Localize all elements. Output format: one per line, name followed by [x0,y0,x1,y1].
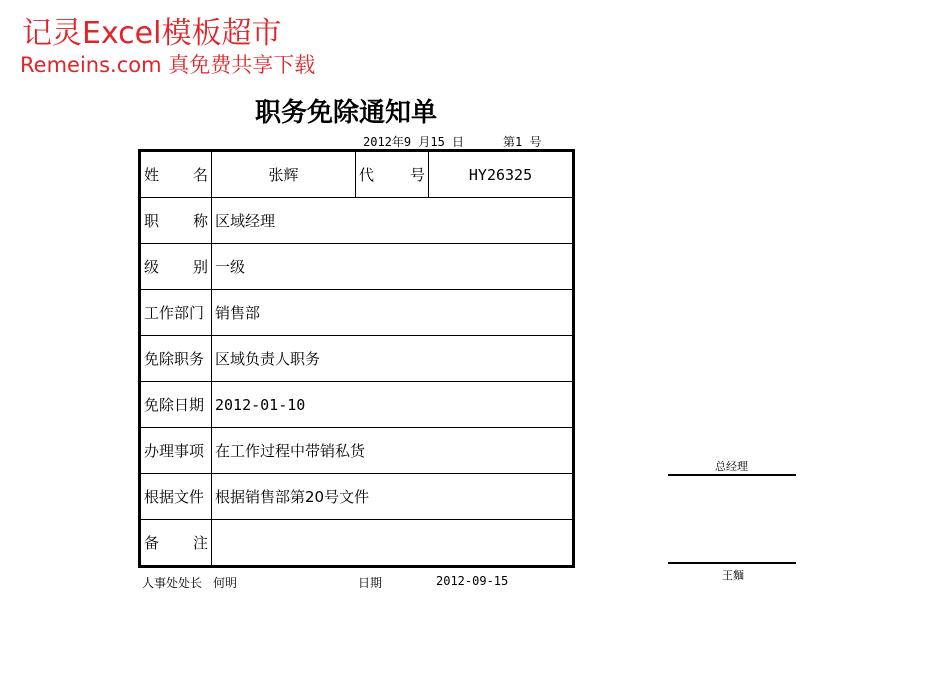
gm-signature-line-top [668,474,796,476]
form-row-level [140,244,574,290]
footer-date-label: 日期 [358,576,383,590]
remarks-label: 备 注 [140,520,212,567]
matters-label: 办理事项 [140,428,212,474]
title-label: 职 称 [140,198,212,244]
gm-name: 王麵 [722,569,744,582]
removal-date-value[interactable]: 2012-01-10 [212,382,574,428]
form-row-title [140,198,574,244]
remarks-value[interactable] [212,520,574,567]
level-label: 级 别 [140,244,212,290]
dept-label: 工作部门 [140,290,212,336]
notice-form [138,149,575,568]
code-label: 代 号 [356,151,429,198]
level-value[interactable]: 一级 [212,244,574,290]
form-row-dept [140,290,574,336]
form-row-basis [140,474,574,520]
gm-label: 总经理 [715,460,748,473]
hr-head-label: 人事处处长 [142,576,203,590]
form-row-matters [140,428,574,474]
dept-value[interactable]: 销售部 [212,290,574,336]
title-value[interactable]: 区域经理 [212,198,574,244]
footer-date-value: 2012-09-15 [436,574,509,588]
matters-value[interactable]: 在工作过程中带销私货 [212,428,574,474]
removal-date-label: 免除日期 [140,382,212,428]
form-row-name [140,151,574,198]
removed-post-label: 免除职务 [140,336,212,382]
watermark-site: Remeins.com 真免费共享下载 [20,53,316,77]
document-date: 2012年9 月15 日 [363,135,465,149]
document-number: 第1 号 [503,135,542,149]
gm-signature-line-bottom [668,562,796,564]
name-label: 姓 名 [140,151,212,198]
removed-post-value[interactable]: 区域负责人职务 [212,336,574,382]
watermark-brand: 记灵Excel模板超市 [22,16,282,51]
form-row-removal-date [140,382,574,428]
form-row-removed-post [140,336,574,382]
form-row-remarks [140,520,574,567]
hr-head-name: 何明 [213,576,238,590]
basis-label: 根据文件 [140,474,212,520]
document-title: 职务免除通知单 [255,98,438,128]
name-value[interactable]: 张辉 [212,151,356,198]
code-value[interactable]: HY26325 [429,151,574,198]
basis-value[interactable]: 根据销售部第20号文件 [212,474,574,520]
